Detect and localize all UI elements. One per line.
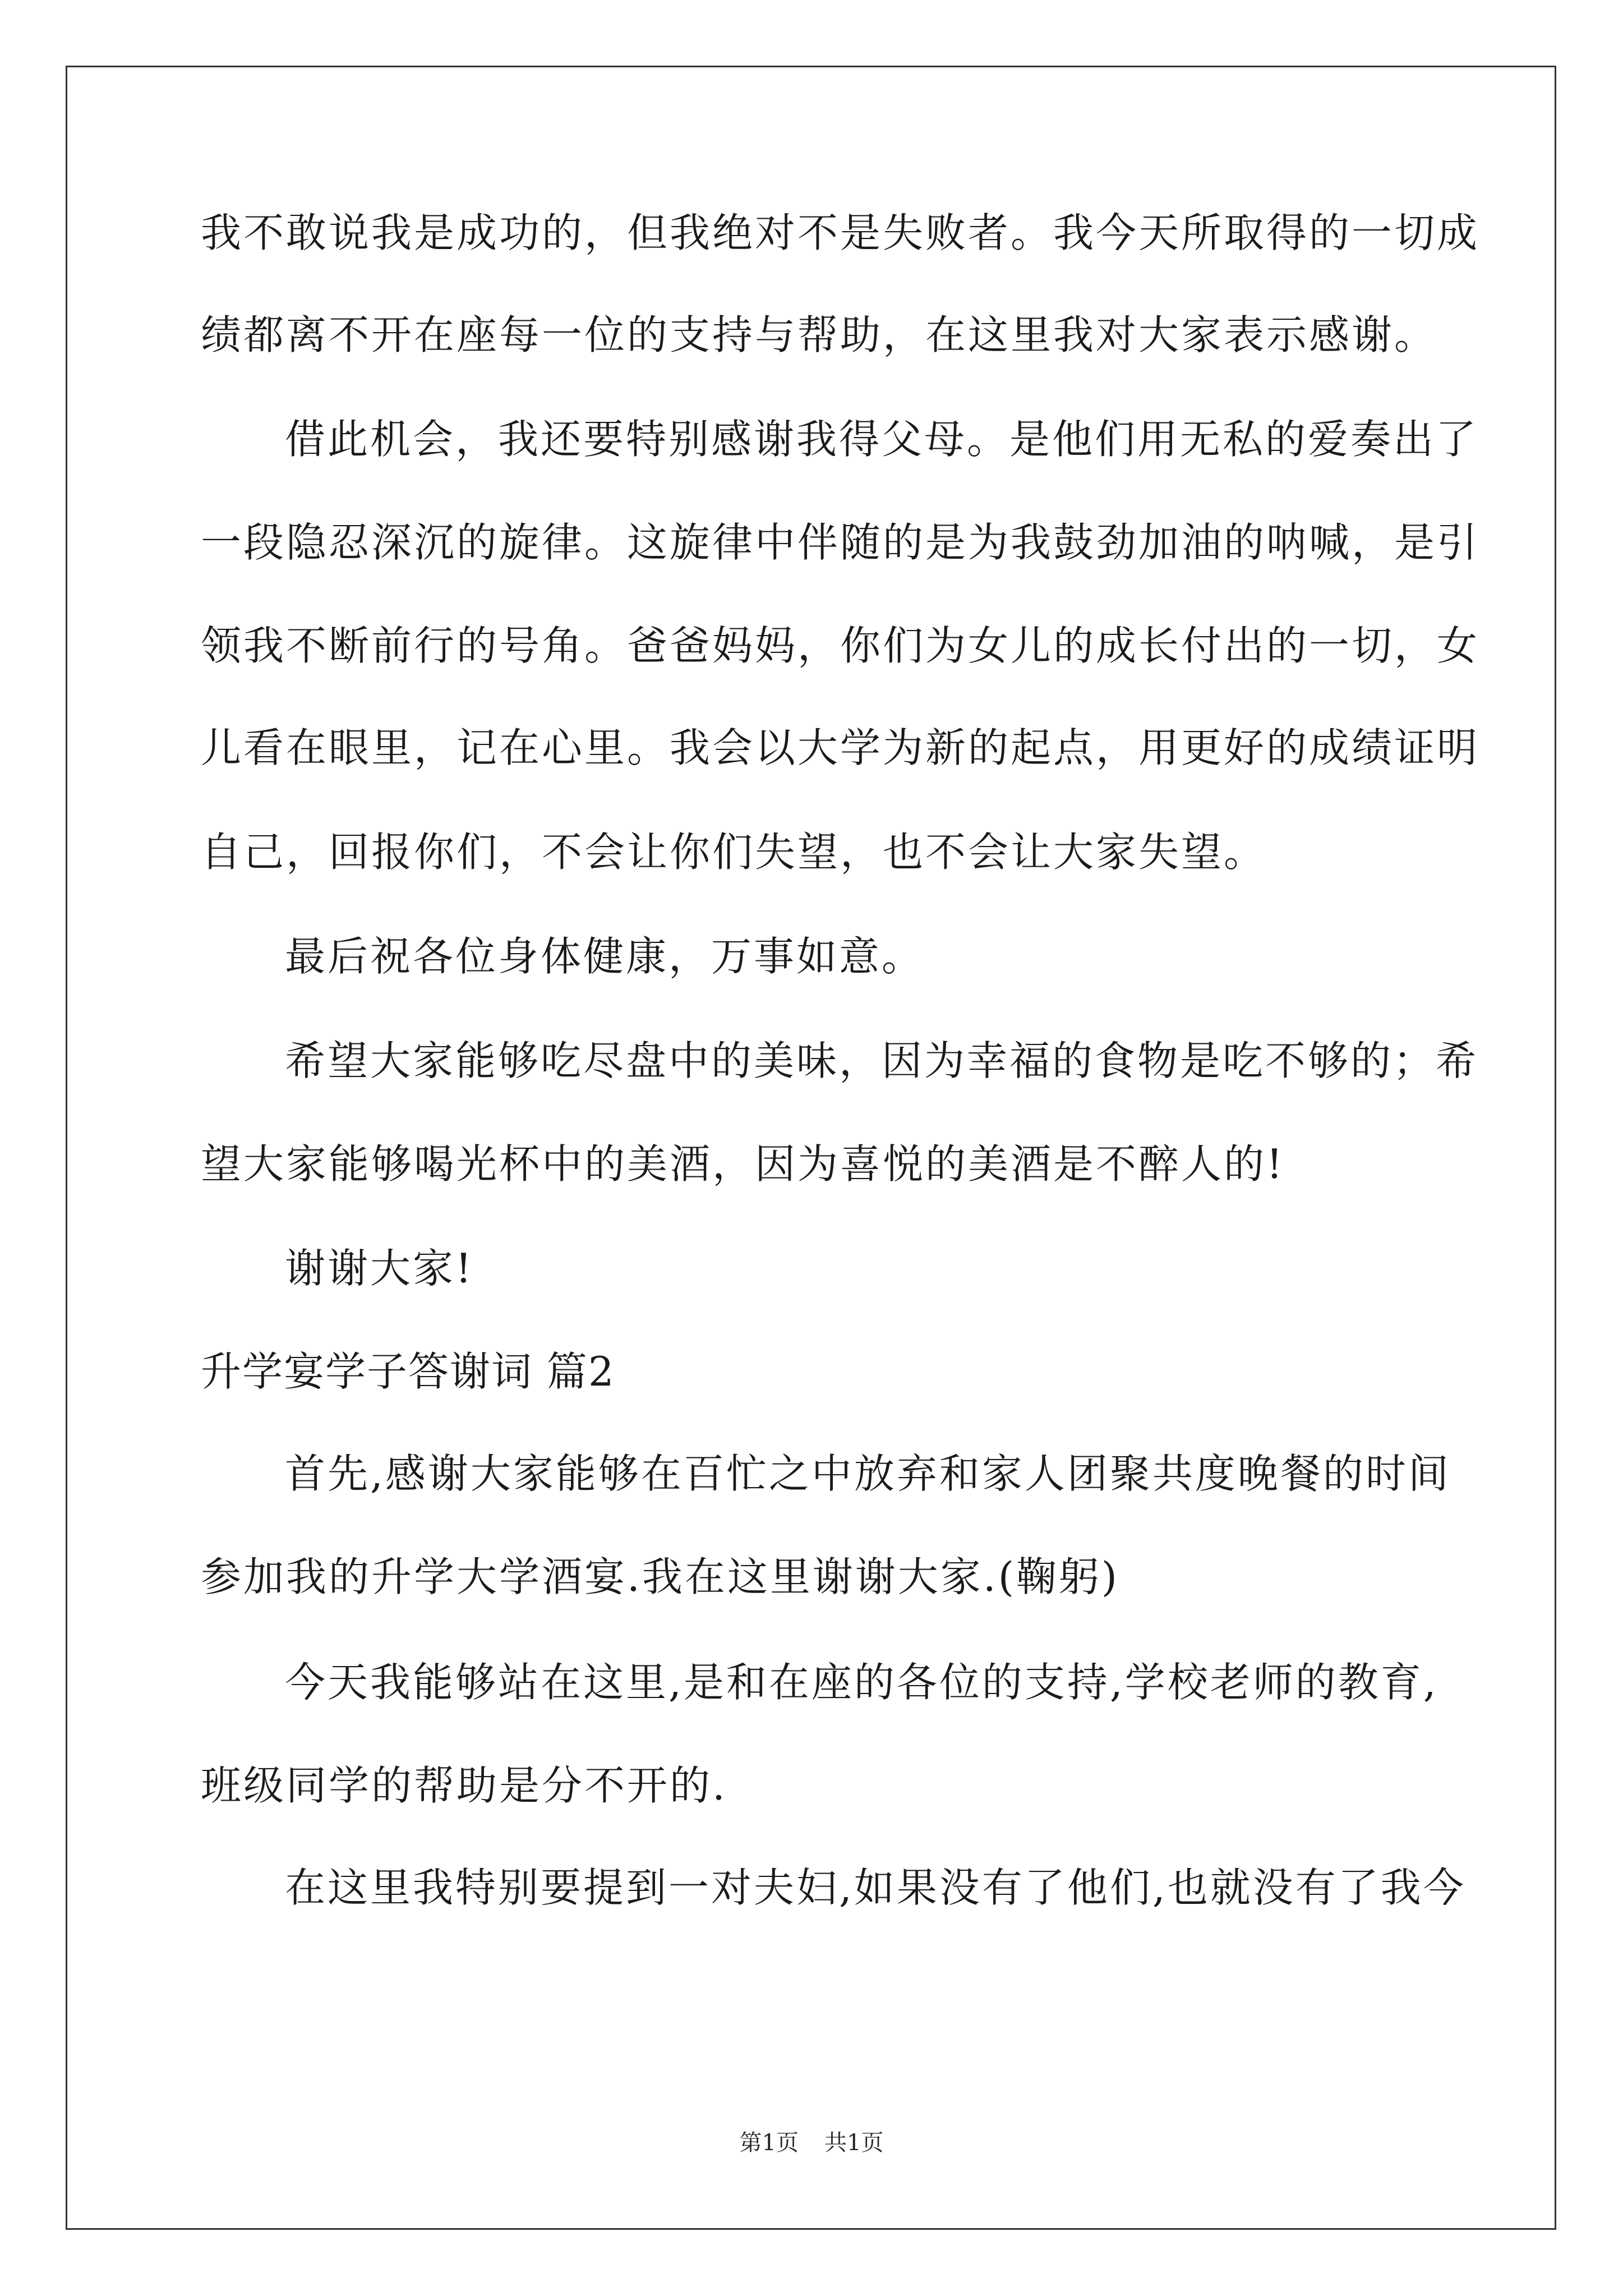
text-line: 今天我能够站在这里,是和在座的各位的支持,学校老师的教育,: [285, 1659, 1438, 1706]
text-line: 一段隐忍深沉的旋律。这旋律中伴随的是为我鼓劲加油的呐喊，是引: [201, 519, 1480, 566]
section-heading: 升学宴学子答谢词 篇2: [201, 1348, 615, 1395]
page-number: 第1页: [739, 2130, 799, 2156]
text-line: 首先,感谢大家能够在百忙之中放弃和家人团聚共度晚餐的时间: [285, 1450, 1451, 1497]
text-line: 望大家能够喝光杯中的美酒，因为喜悦的美酒是不醉人的!: [201, 1140, 1285, 1188]
text-line: 在这里我特别要提到一对夫妇,如果没有了他们,也就没有了我今: [285, 1864, 1466, 1911]
text-line: 自己，回报你们，不会让你们失望，也不会让大家失望。: [201, 829, 1267, 876]
page-total: 共1页: [824, 2130, 884, 2156]
text-line: 参加我的升学大学酒宴.我在这里谢谢大家.(鞠躬): [201, 1553, 1119, 1600]
text-line: 希望大家能够吃尽盘中的美味，因为幸福的食物是吃不够的；希: [285, 1037, 1479, 1084]
text-line: 最后祝各位身体健康，万事如意。: [285, 933, 925, 980]
text-line: 借此机会，我还要特别感谢我得父母。是他们用无私的爱奏出了: [285, 416, 1479, 463]
text-line: 绩都离不开在座每一位的支持与帮助，在这里我对大家表示感谢。: [201, 311, 1437, 358]
text-line: 领我不断前行的号角。爸爸妈妈，你们为女儿的成长付出的一切，女: [201, 622, 1480, 669]
page-footer: [0, 2129, 1623, 2157]
text-line: 我不敢说我是成功的，但我绝对不是失败者。我今天所取得的一切成: [201, 209, 1480, 256]
text-line: 谢谢大家!: [285, 1245, 474, 1292]
text-line: 儿看在眼里，记在心里。我会以大学为新的起点，用更好的成绩证明: [201, 724, 1480, 771]
text-line: 班级同学的帮助是分不开的.: [201, 1762, 727, 1809]
